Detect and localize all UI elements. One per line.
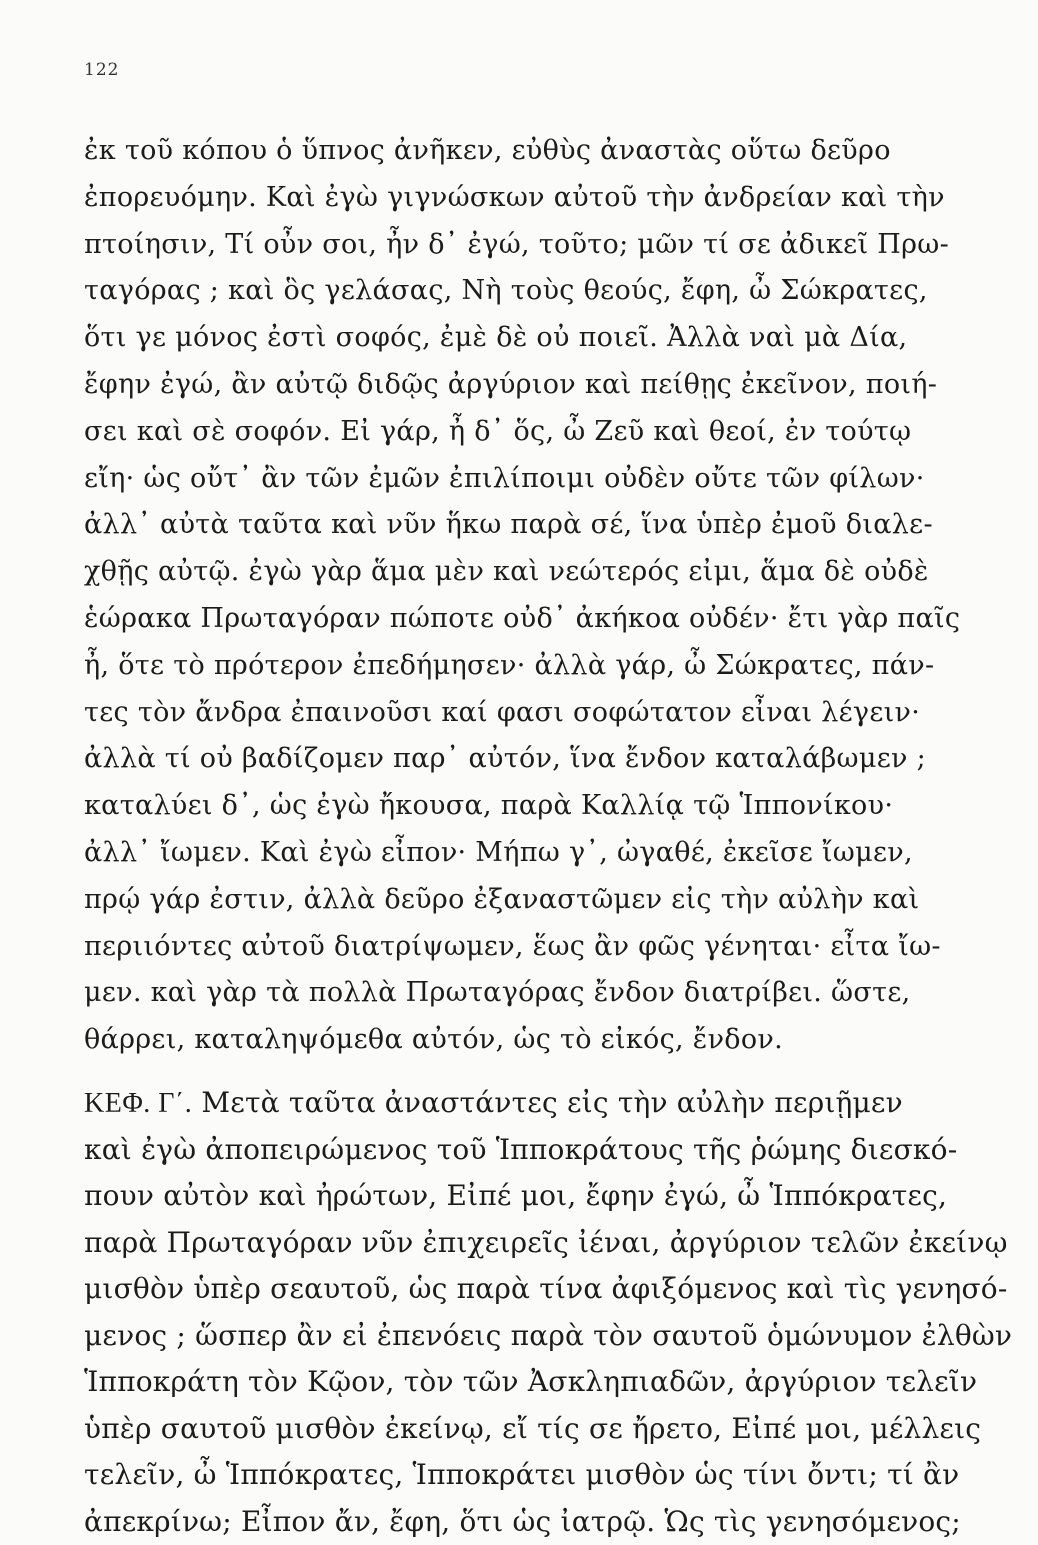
text-line: ὅτι γε μόνος ἐστὶ σοφός, ἐμὲ δὲ οὐ ποιεῖ. Ἀλλὰ ναὶ μὰ Δία, <box>84 315 954 362</box>
text-line: μενος ; ὥσπερ ἂν εἰ ἐπενόεις παρὰ τὸν σαυτοῦ ὁμώνυμον ἐλθὼν <box>84 1313 954 1360</box>
text-line: πουν αὐτὸν καὶ ἠρώτων, Εἰπέ μοι, ἔφην ἐγώ, ὦ Ἱππόκρατες, <box>84 1173 954 1220</box>
paragraph-chapter-3 <box>84 1080 954 1545</box>
text-line: Ἱπποκράτη τὸν Κῷον, τὸν τῶν Ἀσκληπιαδῶν, ἀργύριον τελεῖν <box>84 1359 954 1406</box>
text-line: ταγόρας ; καὶ ὃς γελάσας, Νὴ τοὺς θεούς, ἔφη, ὦ Σώκρατες, <box>84 268 954 315</box>
text-line: ἀλλ᾽ ἴωμεν. Καὶ ἐγὼ εἶπον· Μήπω γ᾽, ὠγαθέ, ἐκεῖσε ἴωμεν, <box>84 830 954 877</box>
text-line: ἐπορευόμην. Καὶ ἐγὼ γιγνώσκων αὐτοῦ τὴν ἀνδρείαν καὶ τὴν <box>84 175 954 222</box>
text-line: καταλύει δ᾽, ὡς ἐγὼ ἤκουσα, παρὰ Καλλίᾳ τῷ Ἱππονίκου· <box>84 783 954 830</box>
text-line: μεν. καὶ γὰρ τὰ πολλὰ Πρωταγόρας ἔνδον διατρίβει. ὥστε, <box>84 970 954 1017</box>
text-line: μισθὸν ὑπὲρ σεαυτοῦ, ὡς παρὰ τίνα ἀφιξόμενος καὶ τὶς γενησό- <box>84 1266 954 1313</box>
paragraph-dialogue <box>84 128 954 1064</box>
text-line: ἔφην ἐγώ, ἂν αὐτῷ διδῷς ἀργύριον καὶ πείθῃς ἐκεῖνον, ποιή- <box>84 362 954 409</box>
text-line: ἑώρακα Πρωταγόραν πώποτε οὐδ᾽ ἀκήκοα οὐδέν· ἔτι γὰρ παῖς <box>84 596 954 643</box>
text-line: τελεῖν, ὦ Ἱππόκρατες, Ἱπποκράτει μισθὸν ὡς τίνι ὄντι; τί ἂν <box>84 1452 954 1499</box>
text-line: τες τὸν ἄνδρα ἐπαινοῦσι καί φασι σοφώτατον εἶναι λέγειν· <box>84 690 954 737</box>
text-line: καὶ ἐγὼ ἀποπειρώμενος τοῦ Ἱπποκράτους τῆς ῥώμης διεσκό- <box>84 1127 954 1174</box>
text-line: πρῴ γάρ ἐστιν, ἀλλὰ δεῦρο ἐξαναστῶμεν εἰς τὴν αὐλὴν καὶ <box>84 877 954 924</box>
chapter-opening-text: Μετὰ ταῦτα ἀναστάντες εἰς τὴν αὐλὴν περιῇμεν <box>192 1086 903 1119</box>
chapter-opening-line <box>84 1080 954 1127</box>
text-line: ἐκ τοῦ κόπου ὁ ὕπνος ἀνῆκεν, εὐθὺς ἀναστὰς οὕτω δεῦρο <box>84 128 954 175</box>
text-line: εἴη· ὡς οὔτ᾽ ἂν τῶν ἐμῶν ἐπιλίποιμι οὐδὲν οὔτε τῶν φίλων· <box>84 456 954 503</box>
text-line: θάρρει, καταληψόμεθα αὐτόν, ὡς τὸ εἰκός, ἔνδον. <box>84 1017 954 1064</box>
page-number: 122 <box>84 60 119 80</box>
text-line: παρὰ Πρωταγόραν νῦν ἐπιχειρεῖς ἰέναι, ἀργύριον τελῶν ἐκείνῳ <box>84 1220 954 1267</box>
text-line: περιιόντες αὐτοῦ διατρίψωμεν, ἕως ἂν φῶς γένηται· εἶτα ἴω- <box>84 924 954 971</box>
text-line: ἀλλὰ τί οὐ βαδίζομεν παρ᾽ αὐτόν, ἵνα ἔνδον καταλάβωμεν ; <box>84 736 954 783</box>
text-line: ἀπεκρίνω; Εἶπον ἄν, ἔφη, ὅτι ὡς ἰατρῷ. Ὡς τὶς γενησόμενος; <box>84 1499 954 1545</box>
text-line: ὑπὲρ σαυτοῦ μισθὸν ἐκείνῳ, εἴ τίς σε ἤρετο, Εἰπέ μοι, μέλλεις <box>84 1406 954 1453</box>
text-line: σει καὶ σὲ σοφόν. Εἰ γάρ, ἦ δ᾽ ὅς, ὦ Ζεῦ καὶ θεοί, ἐν τούτῳ <box>84 409 954 456</box>
chapter-heading: ΚΕΦ. Γ΄. <box>84 1088 192 1119</box>
text-line: ἦ, ὅτε τὸ πρότερον ἐπεδήμησεν· ἀλλὰ γάρ, ὦ Σώκρατες, πάν- <box>84 643 954 690</box>
text-line: χθῇς αὐτῷ. ἐγὼ γὰρ ἅμα μὲν καὶ νεώτερός εἰμι, ἅμα δὲ οὐδὲ <box>84 549 954 596</box>
text-line: ἀλλ᾽ αὐτὰ ταῦτα καὶ νῦν ἥκω παρὰ σέ, ἵνα ὑπὲρ ἐμοῦ διαλε- <box>84 502 954 549</box>
text-line: πτοίησιν, Τί οὖν σοι, ἦν δ᾽ ἐγώ, τοῦτο; μῶν τί σε ἀδικεῖ Πρω- <box>84 222 954 269</box>
